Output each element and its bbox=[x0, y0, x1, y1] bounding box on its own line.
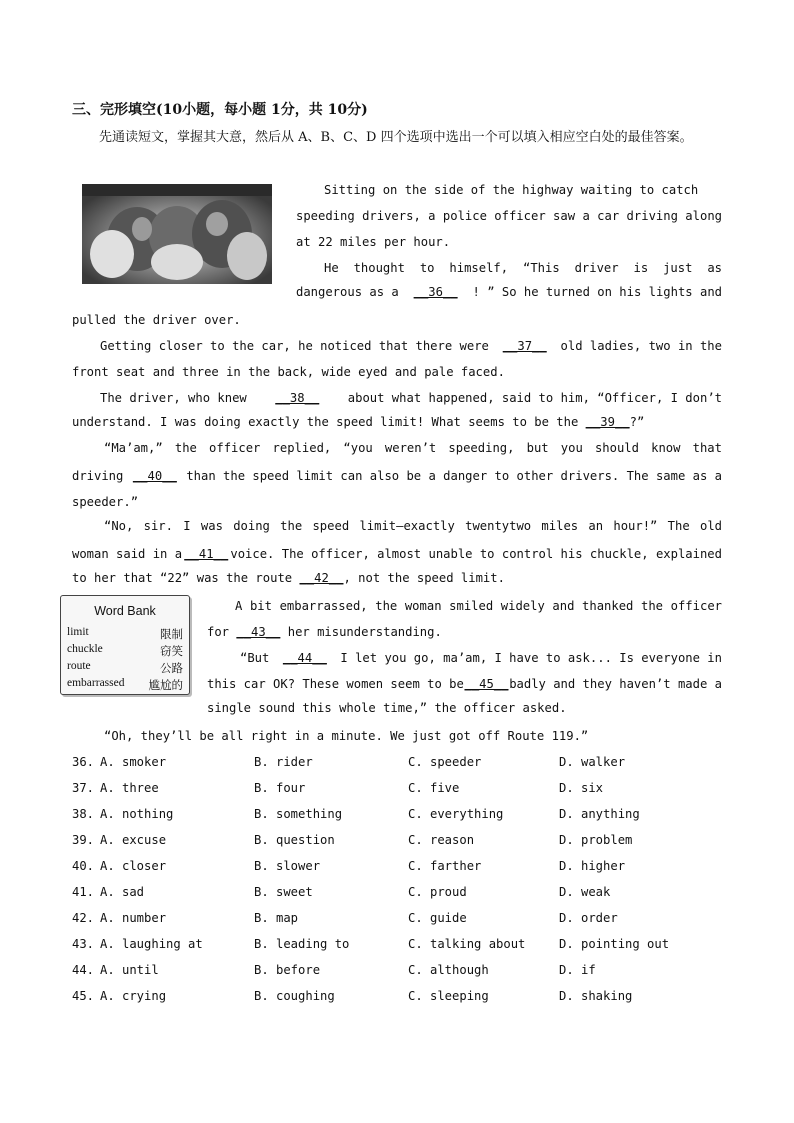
question-option[interactable]: B. slower bbox=[254, 859, 321, 873]
question-option[interactable]: D. order bbox=[559, 911, 618, 925]
passage-line-7 bbox=[100, 339, 722, 353]
passage-line-1: Sitting on the side of the highway waiting to catch bbox=[324, 183, 699, 197]
word-bank-en: limit bbox=[67, 626, 89, 638]
question-option[interactable]: D. six bbox=[559, 781, 604, 795]
passage-line-11: “Ma’am,” the officer replied, “you weren’t speeding, but you should know that bbox=[104, 441, 722, 455]
question-option[interactable]: B. before bbox=[254, 963, 321, 977]
word-bank-title: Word Bank bbox=[94, 604, 156, 618]
question-option[interactable]: D. shaking bbox=[559, 989, 633, 1003]
question-option[interactable]: B. leading to bbox=[254, 937, 350, 951]
passage-line-19 bbox=[240, 651, 722, 665]
passage-line-22: “Oh, they’ll be all right in a minute. We just got off Route 119.” bbox=[104, 729, 589, 743]
question-option[interactable]: A. laughing at bbox=[100, 937, 203, 951]
word-bank-entry bbox=[67, 643, 183, 659]
question-option[interactable]: B. question bbox=[254, 833, 335, 847]
photo-illustration bbox=[82, 184, 272, 284]
question-option[interactable]: C. reason bbox=[408, 833, 475, 847]
question-option[interactable]: B. four bbox=[254, 781, 306, 795]
question-option[interactable]: A. until bbox=[100, 963, 159, 977]
passage-line-21: single sound this whole time,” the officer asked. bbox=[207, 701, 567, 715]
question-option[interactable]: D. weak bbox=[559, 885, 611, 899]
question-option[interactable]: D. pointing out bbox=[559, 937, 670, 951]
blank-45: __45__ bbox=[464, 677, 509, 691]
text: badly and they haven’t made a bbox=[509, 677, 722, 691]
blank-39: __39__ bbox=[585, 415, 630, 429]
passage-line-17: A bit embarrassed, the woman smiled widely and thanked the officer bbox=[235, 599, 722, 613]
passage-line-12 bbox=[72, 469, 722, 483]
blank-42: __42__ bbox=[299, 571, 344, 585]
text: dangerous as a bbox=[296, 285, 399, 299]
question-number: 44. bbox=[72, 963, 95, 977]
word-bank bbox=[60, 595, 190, 695]
question-option[interactable]: A. three bbox=[100, 781, 159, 795]
blank-44: __44__ bbox=[282, 651, 327, 665]
question-number: 43. bbox=[72, 937, 95, 951]
passage-line-10 bbox=[72, 415, 644, 429]
passage-photo bbox=[82, 184, 272, 284]
question-option[interactable]: A. excuse bbox=[100, 833, 167, 847]
question-option[interactable]: B. map bbox=[254, 911, 299, 925]
instructions: 先通读短文，掌握其大意，然后从 A、B、C、D 四个选项中选出一个可以填入相应空白处的最佳答案。 bbox=[99, 130, 693, 145]
question-option[interactable]: D. anything bbox=[559, 807, 640, 821]
text: , not the speed limit. bbox=[343, 571, 505, 585]
passage-line-6: pulled the driver over. bbox=[72, 313, 241, 327]
text: for bbox=[207, 625, 237, 639]
passage-line-9 bbox=[100, 391, 722, 405]
text: The driver, who knew bbox=[100, 391, 247, 405]
word-bank-en: chuckle bbox=[67, 643, 103, 655]
question-option[interactable]: D. if bbox=[559, 963, 596, 977]
question-option[interactable]: A. crying bbox=[100, 989, 167, 1003]
passage-line-14: “No, sir. I was doing the speed limit—exactly twentytwo miles an hour!” The old bbox=[104, 519, 722, 533]
question-option[interactable]: C. farther bbox=[408, 859, 482, 873]
passage-line-3: at 22 miles per hour. bbox=[296, 235, 451, 249]
question-option[interactable]: C. proud bbox=[408, 885, 467, 899]
section-heading: 三、完形填空(10小题，每小题 1分，共 10分) bbox=[72, 102, 368, 118]
text: than the speed limit can also be a danger to other drivers. The same as a bbox=[186, 469, 722, 483]
word-bank-zh: 公路 bbox=[160, 661, 183, 675]
question-number: 36. bbox=[72, 755, 95, 769]
question-option[interactable]: A. smoker bbox=[100, 755, 167, 769]
question-number: 40. bbox=[72, 859, 95, 873]
word-bank-entry bbox=[67, 660, 183, 676]
text: ! ” So he turned on his lights and bbox=[472, 285, 722, 299]
text: “But bbox=[240, 651, 270, 665]
text: about what happened, said to him, “Officer, I don’t bbox=[347, 391, 722, 405]
passage-line-18 bbox=[207, 625, 442, 639]
passage-line-20 bbox=[207, 677, 722, 691]
question-option[interactable]: C. speeder bbox=[408, 755, 482, 769]
passage-line-15 bbox=[72, 547, 722, 561]
question-option[interactable]: B. something bbox=[254, 807, 343, 821]
word-bank-entry bbox=[67, 677, 183, 693]
word-bank-entry bbox=[67, 626, 183, 642]
question-option[interactable]: B. sweet bbox=[254, 885, 313, 899]
blank-36: __36__ bbox=[413, 285, 458, 299]
question-option[interactable]: C. talking about bbox=[408, 937, 526, 951]
passage-line-8: front seat and three in the back, wide eyed and pale faced. bbox=[72, 365, 505, 379]
blank-41: __41__ bbox=[184, 547, 229, 561]
question-number: 45. bbox=[72, 989, 95, 1003]
question-number: 37. bbox=[72, 781, 95, 795]
question-option[interactable]: D. walker bbox=[559, 755, 626, 769]
question-number: 41. bbox=[72, 885, 95, 899]
text: this car OK? These women seem to be bbox=[207, 677, 464, 691]
question-number: 39. bbox=[72, 833, 95, 847]
text: to her that “22” was the route bbox=[72, 571, 300, 585]
question-option[interactable]: C. sleeping bbox=[408, 989, 489, 1003]
text: driving bbox=[72, 469, 124, 483]
blank-38: __38__ bbox=[275, 391, 320, 405]
question-option[interactable]: C. guide bbox=[408, 911, 467, 925]
text: woman said in a bbox=[72, 547, 183, 561]
blank-40: __40__ bbox=[132, 469, 177, 483]
passage-line-13: speeder.” bbox=[72, 495, 139, 509]
question-option[interactable]: D. higher bbox=[559, 859, 626, 873]
question-option[interactable]: A. sad bbox=[100, 885, 145, 899]
passage-line-2: speeding drivers, a police officer saw a car driving along bbox=[296, 209, 722, 223]
passage-line-4: He thought to himself, “This driver is just as bbox=[324, 261, 722, 275]
text: voice. The officer, almost unable to control his chuckle, explained bbox=[230, 547, 722, 561]
question-number: 42. bbox=[72, 911, 95, 925]
question-option[interactable]: A. closer bbox=[100, 859, 167, 873]
blank-43: __43__ bbox=[236, 625, 281, 639]
passage-line-16 bbox=[72, 571, 505, 585]
text: her misunderstanding. bbox=[280, 625, 442, 639]
text: I let you go, ma’am, I have to ask... Is everyone in bbox=[340, 651, 722, 665]
question-option[interactable]: B. rider bbox=[254, 755, 313, 769]
word-bank-en: embarrassed bbox=[67, 677, 125, 689]
blank-37: __37__ bbox=[502, 339, 547, 353]
question-option[interactable]: C. five bbox=[408, 781, 460, 795]
question-option[interactable]: C. everything bbox=[408, 807, 504, 821]
question-number: 38. bbox=[72, 807, 95, 821]
question-option[interactable]: C. although bbox=[408, 963, 489, 977]
word-bank-zh: 限制 bbox=[160, 627, 183, 641]
text: old ladies, two in the bbox=[560, 339, 722, 353]
word-bank-zh: 尴尬的 bbox=[148, 678, 183, 692]
question-option[interactable]: A. number bbox=[100, 911, 167, 925]
word-bank-zh: 窃笑 bbox=[160, 644, 183, 658]
question-option[interactable]: A. nothing bbox=[100, 807, 174, 821]
text: Getting closer to the car, he noticed that there were bbox=[100, 339, 489, 353]
question-option[interactable]: B. coughing bbox=[254, 989, 335, 1003]
question-option[interactable]: D. problem bbox=[559, 833, 633, 847]
word-bank-en: route bbox=[67, 660, 91, 672]
text: ?” bbox=[629, 415, 645, 429]
text: understand. I was doing exactly the speed limit! What seems to be the bbox=[72, 415, 586, 429]
passage-line-5 bbox=[296, 285, 722, 299]
